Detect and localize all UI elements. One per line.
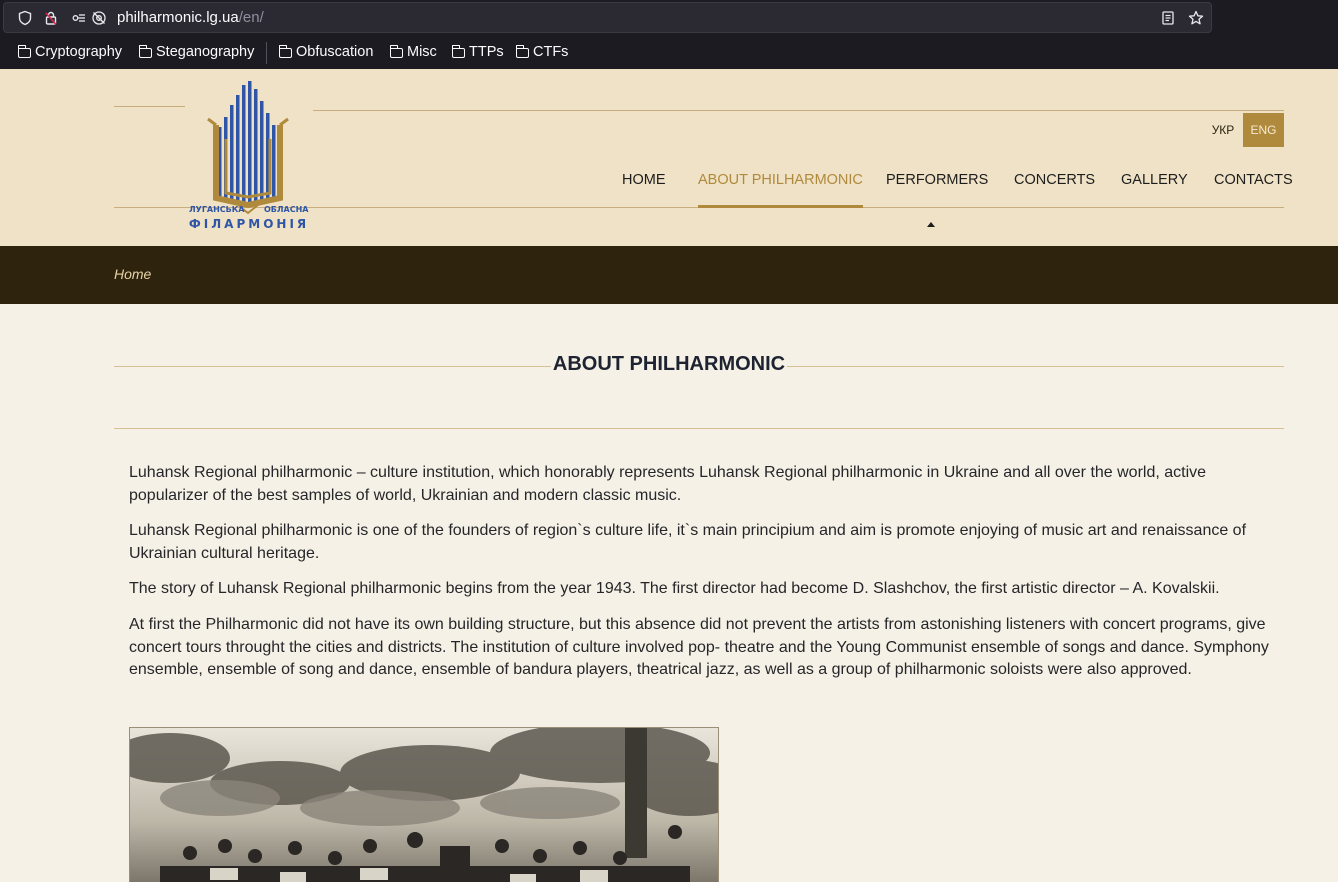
nav-about-philharmonic[interactable]: ABOUT PHILHARMONIC (698, 172, 863, 188)
reader-icon[interactable] (1160, 10, 1176, 26)
page-title: ABOUT PHILHARMONIC (552, 353, 786, 375)
folder-icon (452, 48, 465, 58)
lang-ukr-button[interactable]: УКР (1211, 123, 1235, 137)
bookmark-overflow[interactable] (0, 44, 1, 60)
paragraph: Luhansk Regional philharmonic – culture institution, which honorably represents Luhansk Regional philharmonic in Ukraine and all over the world, active popularizer of the best samples of world, Ukrainian and modern classic music. (129, 464, 1207, 504)
bookmark-label: Obfuscation (296, 44, 374, 60)
bookmark-ctfs[interactable] (516, 44, 568, 60)
folder-icon (279, 48, 292, 58)
article-text (129, 462, 1279, 695)
breadcrumb (0, 246, 1338, 304)
bookmark-label: CTFs (533, 44, 569, 60)
folder-icon (516, 48, 529, 58)
header-rule-left (114, 106, 185, 107)
logo-text-right: ОБЛАСНА (264, 205, 309, 214)
browser-chrome (0, 0, 1338, 69)
nav-performers[interactable]: PERFORMERS (886, 172, 989, 188)
paragraph: Luhansk Regional philharmonic is one of the founders of region`s culture life, it`s main principium and aim is promote enjoying of music art and renaissance of Ukrainian cultural heritage. (129, 522, 1247, 562)
logo-text-bottom: ФІЛАРМОНІЯ (188, 217, 310, 231)
lang-eng-button[interactable]: ENG (1243, 113, 1284, 147)
breadcrumb-home[interactable]: Home (114, 266, 152, 282)
bookmark-label: Misc (407, 44, 437, 60)
folder-icon (18, 48, 31, 58)
nav-contacts[interactable]: CONTACTS (1214, 172, 1293, 188)
bookmark-misc[interactable] (390, 44, 437, 60)
bookmark-separator (266, 42, 267, 64)
nav-concerts[interactable]: CONCERTS (1014, 172, 1096, 188)
bookmark-cryptography[interactable] (18, 44, 122, 60)
site-logo[interactable] (186, 79, 312, 234)
header-rule-top (313, 110, 1284, 111)
paragraph: The story of Luhansk Regional philharmonic begins from the year 1943. The first director had become D. Slashchov, the first artistic director – A. Kovalskii. (129, 580, 1220, 598)
folder-icon (139, 48, 152, 58)
url-text[interactable]: philharmonic.lg.ua/en/ (117, 9, 264, 26)
shield-icon[interactable] (17, 10, 33, 26)
content-divider (114, 428, 1284, 429)
nav-home[interactable]: HOME (622, 172, 666, 188)
bookmark-obfuscation[interactable] (279, 44, 373, 60)
main-content (0, 304, 1338, 882)
logo-text-left: ЛУГАНСЬКА (189, 205, 245, 214)
lock-icon[interactable] (43, 10, 59, 26)
bookmark-steganography[interactable] (139, 44, 254, 60)
orchestra-photo (129, 727, 719, 882)
bookmark-ttps[interactable] (452, 44, 504, 60)
tracking-off-icon[interactable] (91, 10, 107, 26)
paragraph: At first the Philharmonic did not have its own building structure, but this absence did not prevent the artists from astonishing listeners with concert programs, give concert tours throught the cities and districts. The institution of culture involved pop- theatre and the Young Communist ensemble of songs and dance. Symphony ensemble, ensemble of song and dance, ensemble of bandura players, theatrical jazz, as well as a group of philharmonic soloists were also approved. (129, 615, 1269, 679)
folder-icon (390, 48, 403, 58)
bookmark-label: Cryptography (35, 44, 123, 60)
bookmark-label: Steganography (156, 44, 255, 60)
address-bar[interactable] (3, 2, 1212, 33)
page-title-wrap (0, 353, 1338, 376)
bookmark-label: TTPs (469, 44, 504, 60)
nav-gallery[interactable]: GALLERY (1121, 172, 1188, 188)
permissions-icon[interactable] (71, 10, 87, 26)
submenu-caret-icon (927, 222, 935, 227)
site-header (0, 69, 1338, 246)
star-icon[interactable] (1188, 10, 1204, 26)
